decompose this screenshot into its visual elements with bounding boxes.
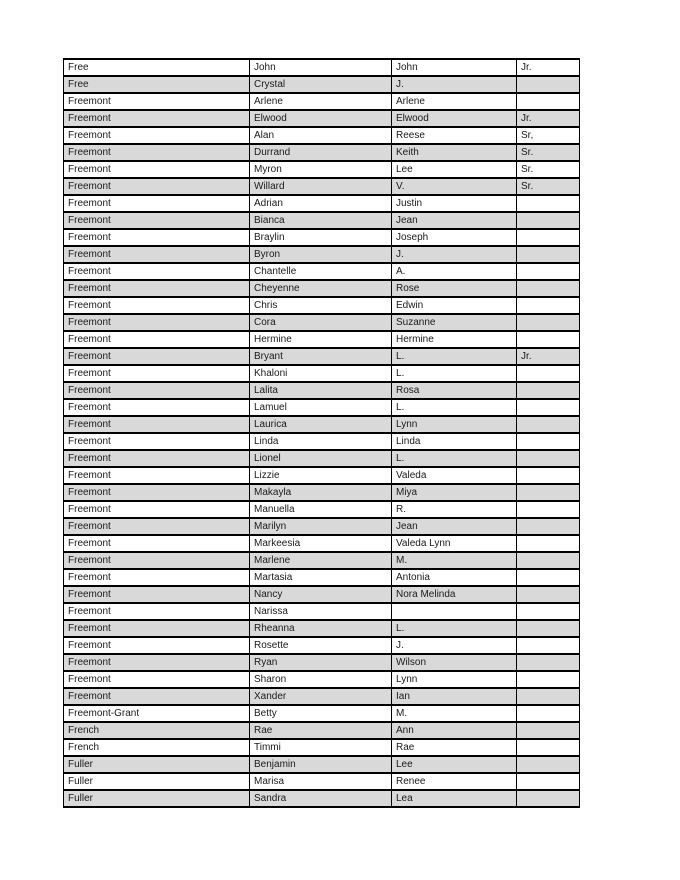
table-cell (517, 416, 580, 433)
table-cell: Freemont (64, 586, 250, 603)
table-cell: Lionel (250, 450, 392, 467)
table-cell: Narissa (250, 603, 392, 620)
table-cell (517, 382, 580, 399)
table-cell: Martasia (250, 569, 392, 586)
table-cell: L. (392, 620, 517, 637)
table-cell: Valeda Lynn (392, 535, 517, 552)
table-cell: Lynn (392, 671, 517, 688)
table-cell: Myron (250, 161, 392, 178)
table-cell: Freemont (64, 297, 250, 314)
table-cell: Ryan (250, 654, 392, 671)
table-cell: Cora (250, 314, 392, 331)
table-cell: Nancy (250, 586, 392, 603)
table-cell (517, 688, 580, 705)
table-cell: Freemont (64, 518, 250, 535)
table-row (64, 739, 580, 756)
table-row (64, 93, 580, 110)
table-cell: Ann (392, 722, 517, 739)
table-cell: M. (392, 552, 517, 569)
table-cell: J. (392, 76, 517, 93)
table-row (64, 195, 580, 212)
table-cell (517, 484, 580, 501)
table-cell: Freemont (64, 246, 250, 263)
table-cell (517, 790, 580, 807)
table-row (64, 790, 580, 807)
table-cell (517, 331, 580, 348)
table-cell: Wilson (392, 654, 517, 671)
table-cell: Rheanna (250, 620, 392, 637)
table-cell: Jr. (517, 110, 580, 127)
table-cell: Rae (250, 722, 392, 739)
table-cell (517, 756, 580, 773)
table-cell: Benjamin (250, 756, 392, 773)
table-cell: French (64, 722, 250, 739)
table-cell (517, 705, 580, 722)
table-row (64, 467, 580, 484)
table-cell (517, 467, 580, 484)
table-cell: Freemont (64, 654, 250, 671)
table-cell: Freemont (64, 280, 250, 297)
table-row (64, 365, 580, 382)
table-cell (517, 620, 580, 637)
table-cell: Linda (250, 433, 392, 450)
table-row (64, 399, 580, 416)
table-row (64, 144, 580, 161)
table-cell: Timmi (250, 739, 392, 756)
table-cell (517, 297, 580, 314)
table-cell: Freemont (64, 212, 250, 229)
table-cell: Freemont (64, 688, 250, 705)
table-cell: Linda (392, 433, 517, 450)
table-cell: Freemont (64, 331, 250, 348)
table-cell: Marlene (250, 552, 392, 569)
table-cell: Hermine (392, 331, 517, 348)
table-cell: Nora Melinda (392, 586, 517, 603)
table-cell: Freemont (64, 450, 250, 467)
table-row (64, 654, 580, 671)
table-cell: Sr, (517, 127, 580, 144)
table-cell: Arlene (250, 93, 392, 110)
table-cell: Lalita (250, 382, 392, 399)
table-cell: Xander (250, 688, 392, 705)
table-cell: Joseph (392, 229, 517, 246)
table-cell: Jr. (517, 348, 580, 365)
table-cell: Jean (392, 212, 517, 229)
table-cell: Betty (250, 705, 392, 722)
table-cell: Freemont (64, 382, 250, 399)
table-cell: Sandra (250, 790, 392, 807)
table-cell: Freemont (64, 484, 250, 501)
table-cell: Willard (250, 178, 392, 195)
table-cell (517, 76, 580, 93)
table-cell: Hermine (250, 331, 392, 348)
table-cell: Valeda (392, 467, 517, 484)
table-cell (517, 365, 580, 382)
table-row (64, 110, 580, 127)
table-cell: Free (64, 59, 250, 76)
table-row (64, 722, 580, 739)
table-cell: Ian (392, 688, 517, 705)
table-cell: Freemont (64, 348, 250, 365)
table-row (64, 773, 580, 790)
table-cell: Lizzie (250, 467, 392, 484)
table-cell (517, 569, 580, 586)
table-row (64, 671, 580, 688)
table-cell: Freemont (64, 365, 250, 382)
table-row (64, 433, 580, 450)
table-cell: Marilyn (250, 518, 392, 535)
table-cell: Crystal (250, 76, 392, 93)
table-row (64, 484, 580, 501)
table-cell: Reese (392, 127, 517, 144)
table-cell: Freemont (64, 195, 250, 212)
table-cell: Freemont (64, 552, 250, 569)
table-row (64, 212, 580, 229)
table-cell: Byron (250, 246, 392, 263)
table-cell: Freemont (64, 569, 250, 586)
table-cell (517, 501, 580, 518)
table-cell: John (250, 59, 392, 76)
table-row (64, 705, 580, 722)
table-cell: Markeesia (250, 535, 392, 552)
table-cell: Freemont (64, 535, 250, 552)
table-cell: Freemont (64, 620, 250, 637)
table-row (64, 246, 580, 263)
table-cell: R. (392, 501, 517, 518)
table-cell (517, 773, 580, 790)
table-cell: Freemont (64, 263, 250, 280)
table-cell: Cheyenne (250, 280, 392, 297)
table-cell: Sr. (517, 178, 580, 195)
table-cell: Suzanne (392, 314, 517, 331)
table-cell: Bianca (250, 212, 392, 229)
table-cell (517, 586, 580, 603)
table-cell: Marisa (250, 773, 392, 790)
table-row (64, 280, 580, 297)
table-cell (517, 195, 580, 212)
table-cell: Lamuel (250, 399, 392, 416)
table-cell: Freemont (64, 93, 250, 110)
table-cell: Freemont (64, 671, 250, 688)
table-row (64, 382, 580, 399)
table-row (64, 416, 580, 433)
table-cell (517, 229, 580, 246)
table-cell: Freemont (64, 161, 250, 178)
names-table-body (64, 59, 580, 807)
table-row (64, 331, 580, 348)
table-row (64, 637, 580, 654)
table-row (64, 314, 580, 331)
table-cell (517, 212, 580, 229)
table-cell: Fuller (64, 756, 250, 773)
table-row (64, 620, 580, 637)
table-row (64, 297, 580, 314)
table-cell: J. (392, 637, 517, 654)
table-cell: Freemont (64, 416, 250, 433)
table-row (64, 127, 580, 144)
table-cell: Freemont (64, 603, 250, 620)
table-cell: Freemont (64, 144, 250, 161)
table-cell: Freemont (64, 637, 250, 654)
table-cell: Chris (250, 297, 392, 314)
table-cell (517, 246, 580, 263)
table-cell (517, 654, 580, 671)
table-cell (517, 722, 580, 739)
table-cell: Sr. (517, 161, 580, 178)
table-cell: Free (64, 76, 250, 93)
table-row (64, 552, 580, 569)
table-cell: L. (392, 399, 517, 416)
table-cell: M. (392, 705, 517, 722)
table-row (64, 161, 580, 178)
table-row (64, 76, 580, 93)
table-cell: Sharon (250, 671, 392, 688)
table-row (64, 263, 580, 280)
table-cell (392, 603, 517, 620)
table-cell: Freemont (64, 178, 250, 195)
table-cell: Braylin (250, 229, 392, 246)
table-cell (517, 518, 580, 535)
table-cell: Rose (392, 280, 517, 297)
table-cell: Alan (250, 127, 392, 144)
table-cell: Lee (392, 756, 517, 773)
table-cell: Lynn (392, 416, 517, 433)
table-cell: Arlene (392, 93, 517, 110)
table-cell: Edwin (392, 297, 517, 314)
table-cell: Freemont (64, 314, 250, 331)
table-row (64, 450, 580, 467)
table-cell: Jean (392, 518, 517, 535)
table-row (64, 688, 580, 705)
table-cell: Bryant (250, 348, 392, 365)
table-cell (517, 552, 580, 569)
table-cell: Manuella (250, 501, 392, 518)
table-cell: Freemont (64, 433, 250, 450)
table-row (64, 569, 580, 586)
table-row (64, 348, 580, 365)
table-cell: Laurica (250, 416, 392, 433)
table-cell (517, 263, 580, 280)
table-cell: Rae (392, 739, 517, 756)
table-cell: Chantelle (250, 263, 392, 280)
table-cell: Miya (392, 484, 517, 501)
table-row (64, 59, 580, 76)
table-cell: Freemont (64, 399, 250, 416)
table-cell: Freemont (64, 467, 250, 484)
table-cell (517, 637, 580, 654)
table-cell: Justin (392, 195, 517, 212)
table-cell: Fuller (64, 790, 250, 807)
table-cell: John (392, 59, 517, 76)
table-cell: Makayla (250, 484, 392, 501)
table-row (64, 756, 580, 773)
table-cell (517, 450, 580, 467)
table-cell: Freemont (64, 127, 250, 144)
table-cell (517, 314, 580, 331)
table-row (64, 535, 580, 552)
table-cell: Renee (392, 773, 517, 790)
table-cell: Elwood (392, 110, 517, 127)
table-cell: Keith (392, 144, 517, 161)
table-row (64, 603, 580, 620)
table-cell: Antonia (392, 569, 517, 586)
table-cell: Fuller (64, 773, 250, 790)
table-cell (517, 739, 580, 756)
table-cell (517, 535, 580, 552)
table-cell: L. (392, 365, 517, 382)
table-cell (517, 399, 580, 416)
table-cell: Rosette (250, 637, 392, 654)
table-cell: Jr. (517, 59, 580, 76)
table-cell: L. (392, 450, 517, 467)
names-table (63, 58, 580, 808)
table-cell: Freemont (64, 110, 250, 127)
table-cell: Freemont (64, 229, 250, 246)
table-row (64, 501, 580, 518)
table-cell: Khaloni (250, 365, 392, 382)
table-row (64, 178, 580, 195)
table-cell: Durrand (250, 144, 392, 161)
table-cell: Freemont (64, 501, 250, 518)
table-cell (517, 93, 580, 110)
table-cell: Freemont-Grant (64, 705, 250, 722)
table-cell (517, 671, 580, 688)
table-cell (517, 280, 580, 297)
table-cell: French (64, 739, 250, 756)
table-cell: Elwood (250, 110, 392, 127)
table-cell: J. (392, 246, 517, 263)
table-cell: Adrian (250, 195, 392, 212)
table-cell: Lea (392, 790, 517, 807)
table-cell: Rosa (392, 382, 517, 399)
table-row (64, 586, 580, 603)
table-row (64, 518, 580, 535)
table-cell: A. (392, 263, 517, 280)
table-cell: L. (392, 348, 517, 365)
table-cell (517, 433, 580, 450)
table-cell (517, 603, 580, 620)
table-cell: Sr. (517, 144, 580, 161)
table-row (64, 229, 580, 246)
table-cell: Lee (392, 161, 517, 178)
table-cell: V. (392, 178, 517, 195)
